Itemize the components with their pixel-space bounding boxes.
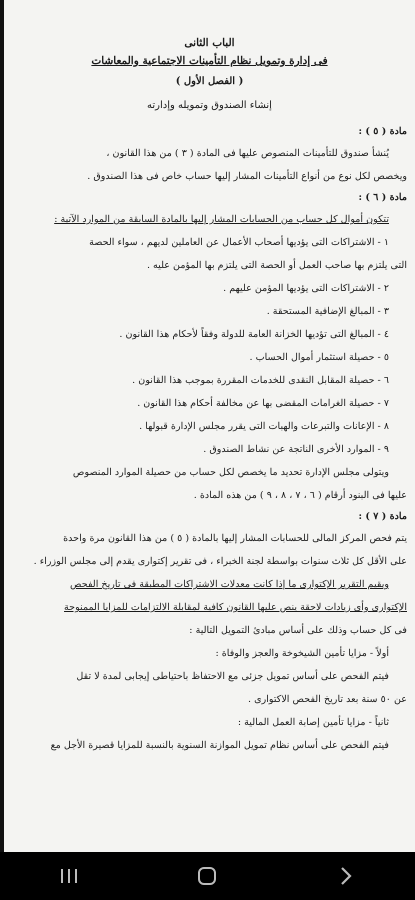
text-line: ٨ - الإعانات والتبرعات والهبات التى يقرر مجلس الإدارة قبولها . (139, 421, 389, 432)
text-line: ٧ - حصيلة الغرامات المقضى بها عن مخالفة أحكام هذا القانون . (137, 398, 389, 409)
text-line: ويقيم التقرير الإكتوارى ما إذا كانت معدلات الاشتراكات المطبقة فى تاريخ الفحص (70, 579, 389, 590)
recents-icon (59, 867, 79, 885)
text-line: يتم فحص المركز المالى للحسابات المشار إليها بالمادة ( ٥ ) من هذا القانون مرة واحدة (63, 533, 407, 544)
part-title: الباب الثانى (184, 37, 235, 49)
text-line: ١ - الاشتراكات التى يؤديها أصحاب الأعمال عن العاملين لديهم ، سواء الحصة (89, 237, 389, 248)
text-line: ٣ - المبالغ الإضافية المستحقة . (266, 306, 389, 317)
text-line: ويخصص لكل نوع من أنواع التأمينات المشار إليها حساب خاص فى هذا الصندوق . (87, 171, 407, 182)
android-navigation-bar (0, 852, 415, 900)
home-button[interactable] (177, 856, 237, 896)
part-subtitle: فى إدارة وتمويل نظام التأمينات الاجتماعية والمعاشات (91, 55, 328, 67)
article-heading: مادة ( ٦ ) : (358, 192, 407, 203)
chevron-right-icon (338, 866, 354, 886)
text-line: تتكون أموال كل حساب من الحسابات المشار إليها بالمادة السابقة من الموارد الآتية : (54, 214, 389, 225)
back-button[interactable] (316, 856, 376, 896)
text-line: عن ٥٠ سنة بعد تاريخ الفحص الاكتوارى . (248, 694, 407, 705)
text-line: ويتولى مجلس الإدارة تحديد ما يخصص لكل حساب من حصيلة الموارد المنصوص (72, 467, 389, 478)
text-line: فيتم الفحص على أساس نظام تمويل الموازنة السنوية بالنسبة للمزايا قصيرة الأجل مع (50, 740, 389, 751)
document-lines (12, 122, 407, 757)
chapter-title: ( الفصل الأول ) (175, 76, 244, 87)
home-icon (196, 865, 218, 887)
text-line: ٦ - حصيلة المقابل النقدى للخدمات المقررة بموجب هذا القانون . (132, 375, 389, 386)
text-line: ٥ - حصيلة استثمار أموال الحساب . (249, 352, 389, 363)
text-line: التى يلتزم بها صاحب العمل أو الحصة التى يلتزم بها المؤمن عليه . (146, 260, 407, 271)
text-line: أولاً - مزايا تأمين الشيخوخة والعجز والوفاة : (215, 648, 389, 659)
text-line: على الأقل كل ثلاث سنوات بواسطة لجنة الخبراء ، فى تقرير إكتوارى يقدم إلى مجلس الوزراء . (33, 556, 407, 567)
document-body (12, 34, 407, 757)
recents-button[interactable] (39, 856, 99, 896)
article-heading: مادة ( ٥ ) : (358, 126, 407, 137)
text-line: ٢ - الاشتراكات التى يؤديها المؤمن عليهم . (223, 283, 389, 294)
section-title: إنشاء الصندوق وتمويله وإدارته (147, 100, 272, 111)
text-line: الإكتوارى وأى زيادات لاحقة ينص عليها القانون كافية لمقابلة الالتزامات للمزايا الممنوحة (64, 602, 407, 613)
text-line: ثانياً - مزايا تأمين إصابة العمل المالية : (237, 717, 389, 728)
text-line: ٤ - المبالغ التى تؤديها الخزانة العامة للدولة وفقاً لأحكام هذا القانون . (119, 329, 389, 340)
text-line: فيتم الفحص على أساس تمويل جزئى مع الاحتفاظ باحتياطى إيجابى لمدة لا تقل (76, 671, 389, 682)
text-line: ٩ - الموارد الأخرى الناتجة عن نشاط الصندوق . (203, 444, 389, 455)
article-heading: مادة ( ٧ ) : (358, 511, 407, 522)
text-line: فى كل حساب وذلك على أساس مبادئ التمويل التالية : (189, 625, 407, 636)
text-line: عليها فى البنود أرقام ( ٦ ، ٧ ، ٨ ، ٩ ) من هذه المادة . (193, 490, 407, 501)
text-line: يُنشأ صندوق للتأمينات المنصوص عليها فى المادة ( ٣ ) من هذا القانون ، (106, 148, 389, 159)
